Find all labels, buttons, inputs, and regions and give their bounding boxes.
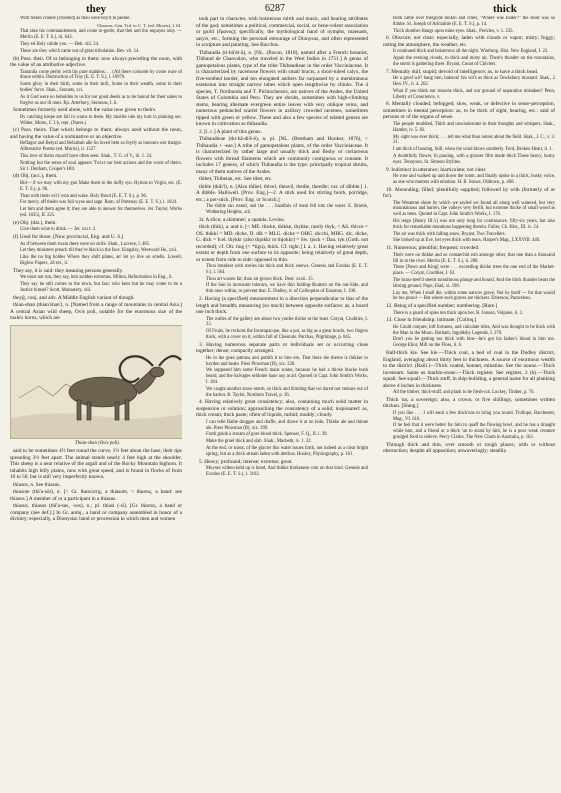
definition-paragraph: 4. Having relatively great consistency; also, containing much solid matter in suspension or solution; approaching the consistency of a solid; inspissated: as, thick cream; thick paste; often of liquids, turbid; muddy; cloudy. — [196, 399, 368, 419]
definition-paragraph: thiasote (thī'a-sōt), n. [< Gr. θιασώτης, a thiasote, < θίασος, a band: see thiasus.] A member of or a participant in a thiasus. — [10, 489, 182, 502]
definition-paragraph: took part in character, with boisterous mirth and music, and bearing attributes of the god; sometimes a political, commercial, social, or bene-volent association or guild (ἔρανος); specifically, the mythological band of nymphs, maenads, satyrs, etc., forming the personal entourage of Dionysus, and often represented in sculpture and painting. See Bacchus. — [196, 16, 368, 48]
definition-paragraph: thiasus, thiasos (thī'a-sus, -sos), n.; pl. thiasi (-sī). [Gr. θίασος, a band or company (see def.).] In Gr. antiq., a band or company assembled in honor of a divinity; especially, a Dionysiac band or procession in which men and women — [10, 503, 182, 523]
definition-paragraph: 9. Indistinct in utterance; inarticulate; not clear. — [386, 166, 487, 173]
quotation: The thible ran round, and the . . . handfuls of meal fell into the water. E. Bronte, Wuthering Heights, xiii. — [206, 204, 368, 215]
quotation: We caught another snow-storm, so thick and blinding that we dared not venture out of the harbor. B. Taylor, Northern Travel, p. 36. — [206, 386, 368, 398]
definition-paragraph: Thibaudia (ti-bâ'di-ä), n. [NL. (Pavon, 1818), named after a French botanist, Thibaud de Chanvalon, who traveled in the West Indies in 1751.] A genus of gamopetalous plants, type of the tribe Thibaudieae in the order Vacciniaceae. It is characterized by racemose flowers with small bracts, a short-tubed calyx, the five-toothed border, and ten elongated anthers far surpassed by a membranous extension into straight narrow tubes which open lengthwise by chinks. The 4 species, T. floribunda and T. Pichinchensis, are natives of the Andes, the United States of Colombia and Peru. They are shrubs, sometimes with high-climbing stems, bearing alternate evergreen entire leaves with very oblique veins, and numerous peduncled scarlet flowers in axillary crowded racemes, sometimes tipped with green or yellow. These and also a few species of related genera are known in cultivation as thibaudia. — [196, 49, 368, 127]
quotation: Thick slumber Hangs upon mine eyes. Shak., Pericles, v. 1. 235. — [393, 28, 514, 34]
quotation: My sight was ever thick; . . . tell me what thou notest about the field. Shak., J. C., v. 3. 21. — [393, 134, 555, 146]
quotation: All the timber, thick-stuff, and plank to be fresh-cut. Luckey, Timber, p. 76. — [393, 390, 535, 396]
definition-paragraph: thible (thib'l), n. [Also thibel, thivel, theavil, thedle, theedle; var. of dibble.] 1. A dibble. Halliwell. [Prov. Eng.]—2. A stick used for stirring broth, porridge, etc.; a pot-stick. [Prov. Eng. or Scotch.] — [196, 183, 368, 203]
quotation: Make the gruel thick and slab. Shak., Macbeth, iv. 1. 32. — [206, 439, 312, 445]
quotation: They say he still comes to the town, but fast; who kens but he may come to be a Justice himsel? Scott, Monastery, xiii. — [20, 282, 182, 293]
definition-paragraph: 2. Having (a specified) measurement in a direction perpendicular to that of the length and breadth; measuring (so much) between opposite surfaces: as, a board one inch thick. — [196, 296, 368, 316]
quotation: Their were no thikke and so comaechid euh amonge other, that one than a thousand fill in to the river. Merlin (E. E. T. S.), ii. 288. — [393, 252, 555, 264]
definition-paragraph: thian-shan (thian'shan'), n. [Named from a range of mountains in central Asia.] A central Asian wild sheep, Ovis poli, notable for the enormous size of the male's horns, which are — [10, 302, 182, 322]
quotation: Belfagor and Belyal and Belzabub alle So loved hem so foytly as honours wer thargrs. Alliterative Poems (ed. Morris), ii. 1527. — [20, 141, 182, 153]
quotation: With folkes cruelle [cruelled] as thou were boy'd in pesme. — [20, 16, 131, 21]
quotation: If the Sun in incensum tolerum, we have thin folding-Shutters on the out-Side, and thin ones within, to prevent that. E. Dudley, tr. of Colloquies of Erasmus, I. 198. — [206, 283, 368, 295]
quotation: It continued thick and boisterous all the night. Winthrop, Hist. New England, I. 23. — [393, 49, 549, 55]
quotation: Tantanlla come perity with his pure maidens. . . (All there colourde by come ware of drune within. Destruction of Troy (E. E. T. S.), l. 10970. — [20, 69, 182, 81]
quotation: As it God were no beholden to us for our good deeds as to be bound for their sakes to forgive us our ill ones. Bp. Atterbury, Sermons, I. ii. — [20, 94, 182, 106]
quotation: Both came over thespyde tonkin and cities, "Where was Ender?" the stour was so thikke. St. Joseph of Arimathie (E. E. T. S.), p. 14. — [393, 16, 555, 27]
quotation: He Could conjure, loft fortunes, and calculate tides, And was thought to be thick with the Man in the Moon. Barham, Ingoldsby Legends, I. 270. — [393, 324, 555, 336]
definition-paragraph: 13. Close in friendship; intimate. [Colloq.] — [386, 317, 477, 324]
quotation: Like the no big holdes Where they shift plates, an' let yo live on smells. Lowell, Biglow Papers, 2d ser., ii. — [20, 255, 182, 266]
column-left — [10, 16, 182, 788]
definition-paragraph: 3t. A slice; a skimmer; a spatula. Levins. — [199, 216, 285, 223]
definition-paragraph: 2. [l. c.] A plant of this genus. — [199, 128, 262, 135]
quotation: I can telle Bathe drogges and draffe, and drawe it at on hole, Thikke ale and thinne ale. Piers Plowman (B), xix. 399. — [206, 419, 368, 431]
quotation: The Westerne shore by which we sayled we found all along well watered, but very mountainous and barren, the valleys very fertill, but extreme thicke of small wood as well as trees. Quoted in Capt. John Smith's Works, I. 176. — [393, 200, 555, 218]
thian-shan-illustration — [10, 325, 182, 439]
quotation: The walles of the gallery are about two yardes thicke at the least. Coryat, Crudities, I. 33. — [206, 316, 368, 328]
quotation: By catching keepe are fall in warns to theie, My mistles rule my hurt in plaining sec. Wither, Motto, C 3 b, repr. (Nares.) — [20, 114, 182, 126]
quotation: If you like . . . I will send a few thick'uns to bring you round. Trollope, Barchester, Mag., VI. 616. — [393, 410, 555, 422]
column-middle — [196, 16, 368, 788]
page-number: 6287 — [265, 3, 285, 14]
quotation: That take his commandement, and come to-gedre, that thei and tho nopuyes only. — Merlin (E. E. T. S.), iii. 643. — [20, 29, 182, 41]
quotation: Nothing but the sense of soul appears 'Twixt our best actions and the worst of theirs. Sir J. Denham, Cooper's Hill. — [20, 160, 182, 172]
quotation: Lay me, When I shall die, within some narrow grave, Not by itself — for that would be too proud — But where such graves are thickest. Emerson, Paracelsus. — [393, 290, 555, 302]
quotation: Forth goinh a stream of gore blood thick. Spenser, F. Q., II. i. 39. — [206, 432, 328, 438]
quotation: He in the goes patrons and puttith it to hire ere, That there the therne is thikker to hayden and beale. Piers Plowman (B), xix. 228. — [206, 355, 368, 367]
definition-paragraph: 12. Being of a specified number; numbering. [Rare.] — [386, 303, 498, 310]
definition-paragraph: thibet, Thibetan, etc. See tibet, etc. — [199, 176, 273, 182]
quotation: Of Fruits, he reckons the Incompacque, like a pot, as big as a great bowle, two fingers thick, with a cover on it, within full of Chesnuts. Purchas, Pilgrimage, p. 845. — [206, 329, 368, 340]
ram-drawing — [11, 326, 182, 438]
quotation: Let they ministers preach till they're black in the face. Kingsley, Westward Ho, xxii. — [20, 248, 178, 254]
quotation: There is a guard of spies ten thick upon her. B. Jonson, Volpone, ii. 1. — [393, 310, 524, 316]
quotation: This love of theirs myself have often seen. Shak., T. G. of V., iii. 1. 24. — [20, 154, 153, 160]
quotation: He a good wit? hang him, baboon! his wit's as thick as Tewksbury mustard. Shak., 2 Hen. IV., ii. 4. 262. — [393, 76, 555, 88]
quotation: As if between them twain there were no strife. Shak., Lucrece, l. 405. — [20, 241, 151, 247]
definition-paragraph: Chaucer, Gen. Trd. to C. T. (ed. Morris), I. 61. — [97, 22, 182, 28]
quotation: The air was thick with falling snow. Bryant, Two Travellers. — [393, 231, 506, 237]
quotation: The brass-heel'd steeds tumultuous plunge and bound, And the thick thunder beats the labring ground. Pope, Iliad, xi. 198. — [393, 277, 555, 289]
definition-paragraph: 11. Numerous; plentiful; frequent; crowded. — [386, 245, 480, 252]
quotation: She looked up at Eve, her eyes thick with tears. Harper's Mag., LXXVIII. 440. — [393, 238, 541, 244]
quotation: If he feel that it were better for him to quaff the flowing bowl, and he has a draught while him, and a friend or a thick 'un to stand by him, he is a poor weak creature grudged food to relieve. Percy Clarke, The New Chum in Australia, p. 163. — [393, 423, 555, 441]
quotation: They ed Holy calide you. — Heb. xiii. 24. — [20, 41, 100, 47]
definition-paragraph: 3. Having numerous separate parts or individuals set or occurring close together; dense; compactly arranged. — [196, 341, 368, 355]
definition-paragraph: (d) Obj. (acc.), them. — [13, 173, 58, 180]
definition-paragraph: 7. Mentally dull; stupid; devoid of intelligence; as, to have a thick head. — [386, 68, 539, 75]
quotation: What if you think our reasons thick, and our ground of separation mistaken? Penn, Liberty of Conscience, v. — [393, 88, 555, 100]
quotation: Give them wine to drink. — Jer. xxxv. 2. — [20, 227, 97, 233]
quotation: Some glory in their birth, some in their skill, Some in their wealth, some in their bodies' force. Shak., Sonnets, xci. — [20, 82, 182, 93]
quotation: A doubtfully flower, In passing, with a grosser film made thick These heavy, horny eyes. Tennyson, St. Simeon Stylites. — [393, 153, 555, 165]
quotation: For mercy off theim was full wyse and sage. Rom. of Partenay (E. E. T. S.), l. 1024. — [20, 200, 178, 206]
definition-paragraph: (f) Used for those. [Now provincial, Eng. and U. S.] — [13, 234, 124, 241]
quotation: These [Pawn and King] were . . . exceeding thicke trees the one end of the Market-place. — Coryat, Crudities, I. 63. — [393, 265, 555, 277]
quotation: Let him and them agree it; they are able to answer for themselves. Jer. Taylor, Works (ed. 1835), II. 225. — [20, 207, 182, 218]
definition-paragraph: They say, it is said: they meaning persons generally. — [13, 267, 124, 274]
definition-paragraph: Through thick and thin, over smooth or rough places; with or without obstruction; despite all opposition; unwaveringly; steadily. — [383, 441, 555, 455]
definition-paragraph: 8. Mentally clouded; befogged; slow, weak, or defective in sense-perception, sometimes in mental perception: as, to be thick of sight, hearing, etc.: said of persons or of the organs of sense. — [383, 101, 555, 121]
figure-caption: Thian-shan (Ovis poli). — [75, 440, 120, 446]
definition-paragraph: Sometimes formerly used alone, with the value now given to theirs. — [13, 107, 157, 114]
quotation: He rose and walked up and down the room, and finally spoke in a thick, husky voice, as one who mutters with emotion. H. B. Stowe, Oldtown, p. 460. — [393, 174, 555, 185]
definition-paragraph: 10. Abounding; filled; plentifully supplied; followed by with (formerly of or for). — [383, 186, 555, 200]
quotation: Don't you be getting too thick with him—he's got his father's blood in him too. George Eliot, Mill on the Floss, ii. 6. — [393, 337, 555, 349]
quotation: Than with them wil I won and wake. Holy Rood (E. E. T. S.), p. 96. — [20, 193, 148, 199]
definition-paragraph: (e) Obj. (dat.), them. — [13, 219, 57, 226]
quotation: I am thick of hearing, Still, when the wind blows southerly. Ford, Broken Heart, ii. 1. — [393, 147, 553, 153]
header-right-guideword: thick — [493, 3, 517, 15]
quotation: At the end, or snout, of the glacier this water issues forth, not indeed as a clear bright spring, but as a thick stream laden with detritus. Huxley, Physiography, p. 161. — [206, 446, 368, 457]
quotation: These are they which came out of great tribulation. Rev. vii. 14. — [20, 48, 140, 54]
header-left-guideword: they — [86, 3, 107, 15]
definition-paragraph: Thick 'un, a sovereign; also, a crown, or five shillings, sometimes written thickun. [Slang.] — [383, 396, 555, 410]
definition-paragraph: (b) Poss. their. Of or belonging to them: now always preceding the noun, with the value of an attributive adjective. — [10, 55, 182, 69]
definition-paragraph: thick (thik), a. and n. [< ME. thicke, thikke, thykke, rarely thyk, < AS. thicce = OS. thikki = MD. dicke, D. dik = MLG. dicke = OHG. dicchi, MHG. dic, dicke, G. dick = Icel. thykkr (also thjokkr or thjokkr) = Sw. tjock = Dan. tyk (Goth. not recorded); cf. Olr. tiug (< *tigu), thick. Cf. tight.] I. a. 1. Having relatively great extent or depth from one surface to its opposite; being relatively of great depth, or extent from side to side: opposed to thin. — [196, 224, 368, 263]
definition-paragraph: 5. Heavy; profound; intense; extreme; great. — [199, 458, 293, 465]
definition-paragraph: 6. Obscure; not clear; especially, laden with clouds or vapor; misty; foggy; noting the atmosphere, the weather, etc. — [383, 35, 555, 48]
definition-paragraph: Thibaudieae (thi-bâ-di'ē-ē), n. pl. [NL. (Bentham and Hooker, 1876), < Thibaudia + -eae.] A tribe of gamopetalous plants, of the order Vacciniaceae. It is characterized by rather large and usually thick and fleshy or coriaceous flowers with thread filaments which are commonly contiguous or connate. It includes 17 genera, of which Thibaudia is the type: principally tropical shrubs, many of them natives of the Andes. — [196, 136, 368, 175]
running-header — [0, 3, 561, 17]
column-right — [383, 16, 555, 788]
definition-paragraph: (c) Poss. theirs. That which belongs to them: always used without the noun, and having the value of a nominative or an objective. — [10, 127, 182, 140]
quotation: Thou breakest with stories his thick and thick sinews. Genesis and Exodus (E. E. T. S.), l. 564. — [206, 264, 368, 275]
quotation: Bid— if we may with my gun Make them to the doffy syn. Hymns to Virgin, etc. (E. E. T. S.), p. 96. — [20, 180, 182, 192]
quotation: We must not run, they say, into sudden extremes. Milton, Reformation in Eng., ii. — [20, 275, 173, 281]
definition-paragraph: said to be sometimes 4½ feet round the curve, 1½ feet about the base, their tips spreading 3½ feet apart. The animal stands nearly 4 feet high at the shoulder. This sheep is a near relative of the argali and of the Rocky Mountain bighorn. It inhabits high hilly plains, runs with great speed, and is found in flocks of from 10 to 50, but is still very imperfectly known. — [10, 448, 182, 481]
definition-paragraph: thiasos, n. See thiasus. — [13, 481, 61, 488]
quotation: His reign [Henry III.'s] was not only long for continuance, fifty-six years, but also thick for remarkable mutations happening therein. Fuller, Ch. Hist., III. iv. 24. — [393, 219, 555, 230]
quotation: We supposed him some French mans sonne, because he had a thicke blacke bush beard, and the Salvages seldome haue any at all. Quoted in Capt. John Smith's Works, I. 184. — [206, 368, 368, 385]
quotation: The people muddied, Thick and unwholesome in their thoughts and whispers. Shak., Hamlet, iv. 5. 82. — [393, 121, 555, 133]
quotation: Moyses withen held up is hond, And thikke thirkenese com on that lond. Genesis and Exodus (E. E. T. S.), l. 3102. — [206, 466, 368, 477]
definition-paragraph: Half-thick kie. See kie.—Thick coal, a bed of coal in the Dudley district, England, averaging about thirty feet in thickness. A source of enormous wealth to the district. (Raili.)—Thick coated, bonnet, minatine. See the nouns.—Thick incensum. Same as marbin-stone.—Thick register. See register, 2 (b).—Thick squall. See squall.—Thick stuff, in ship-building, a general name for all planking above 4 inches in thickness. — [383, 350, 555, 389]
definition-paragraph: theyğ, conj. and adv. A Middle English variant of though. — [13, 294, 135, 301]
quotation: Again the evening clouds, to thick and misty air, There's thunder on the mountains, the storm is gathering there. Bryant, Count of Chiviers. — [393, 56, 555, 67]
quotation: Thou art waxen fat; thou art grown thick. Deut. xxxii. 15. — [206, 276, 314, 282]
